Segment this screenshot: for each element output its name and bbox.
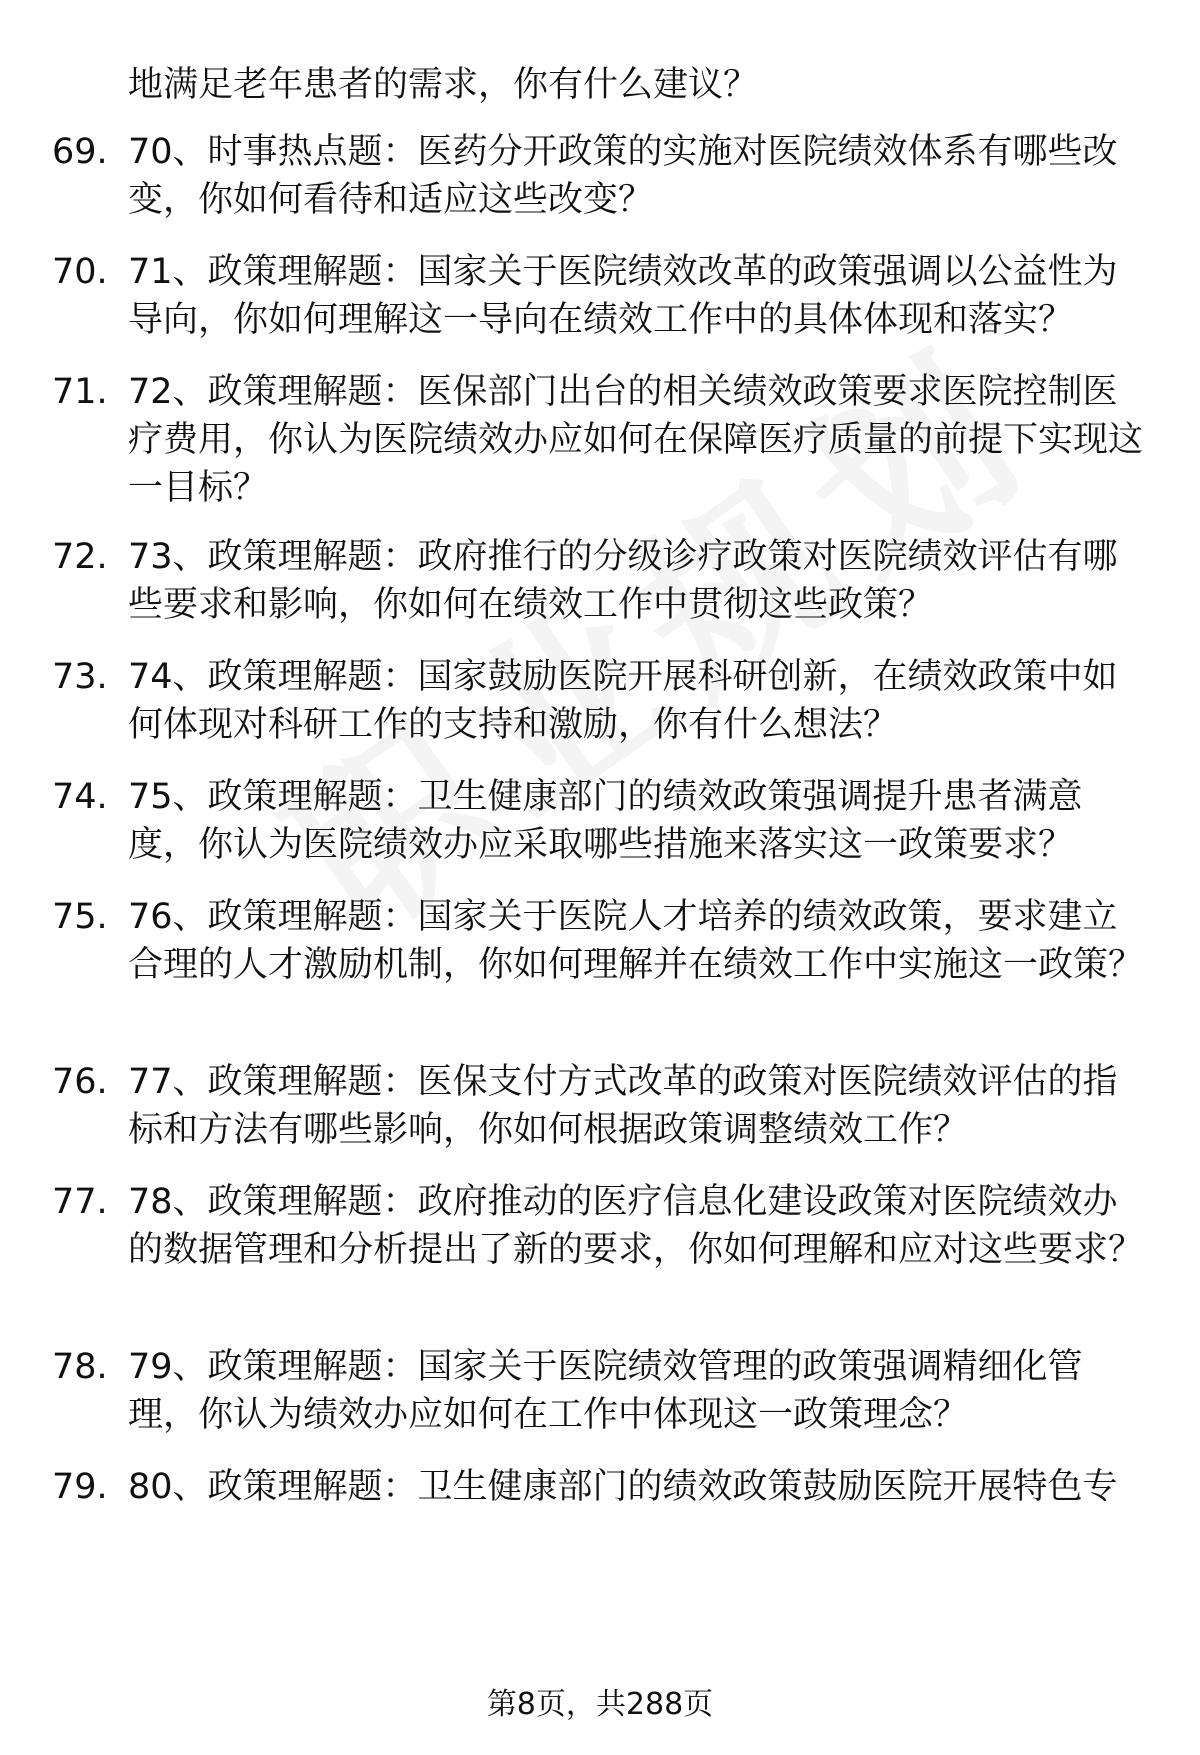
list-item <box>0 1178 1200 1274</box>
list-item <box>0 533 1200 629</box>
list-item-number: 75. <box>52 897 108 937</box>
continuation-line: 地满足老年患者的需求，你有什么建议？ <box>128 65 759 105</box>
list-item-number: 79. <box>52 1467 108 1507</box>
list-item-text: 79、政策理解题：国家关于医院绩效管理的政策强调精细化管理，你认为绩效办应如何在工作中体现这一政策理念？ <box>128 1347 1083 1435</box>
list-item-number: 71. <box>52 372 108 412</box>
list-item-number: 76. <box>52 1062 108 1102</box>
list-item-text: 70、时事热点题：医药分开政策的实施对医院绩效体系有哪些改变，你如何看待和适应这些改变？ <box>128 132 1118 220</box>
list-item <box>0 1463 1200 1511</box>
list-item <box>0 248 1200 344</box>
list-item <box>0 653 1200 749</box>
list-item-text: 71、政策理解题：国家关于医院绩效改革的政策强调以公益性为导向，你如何理解这一导向在绩效工作中的具体体现和落实？ <box>128 252 1118 340</box>
list-item <box>0 773 1200 869</box>
list-item <box>0 1058 1200 1154</box>
list-item-text: 78、政策理解题：政府推动的医疗信息化建设政策对医院绩效办的数据管理和分析提出了新的要求，你如何理解和应对这些要求？ <box>128 1182 1144 1270</box>
list-item-text: 74、政策理解题：国家鼓励医院开展科研创新，在绩效政策中如何体现对科研工作的支持和激励，你有什么想法？ <box>128 657 1118 745</box>
list-item <box>0 368 1200 512</box>
list-item-number: 70. <box>52 252 108 292</box>
list-item <box>0 128 1200 224</box>
page-footer: 第8页，共288页 <box>486 1687 714 1722</box>
list-item-text: 76、政策理解题：国家关于医院人才培养的绩效政策，要求建立合理的人才激励机制，你如何理解并在绩效工作中实施这一政策？ <box>128 897 1144 985</box>
list-item-number: 74. <box>52 777 108 817</box>
list-item-text: 80、政策理解题：卫生健康部门的绩效政策鼓励医院开展特色专 <box>128 1467 1118 1507</box>
list-item-number: 73. <box>52 657 108 697</box>
list-item <box>0 893 1200 989</box>
list-item-text: 77、政策理解题：医保支付方式改革的政策对医院绩效评估的指标和方法有哪些影响，你如何根据政策调整绩效工作？ <box>128 1062 1118 1150</box>
list-item <box>0 1343 1200 1439</box>
list-item-number: 77. <box>52 1182 108 1222</box>
list-item-text: 72、政策理解题：医保部门出台的相关绩效政策要求医院控制医疗费用，你认为医院绩效办应如何在保障医疗质量的前提下实现这一目标？ <box>128 372 1144 508</box>
list-item-text: 75、政策理解题：卫生健康部门的绩效政策强调提升患者满意度，你认为医院绩效办应采取哪些措施来落实这一政策要求？ <box>128 777 1083 865</box>
list-item-number: 72. <box>52 537 108 577</box>
list-item-number: 69. <box>52 132 108 172</box>
list-item-number: 78. <box>52 1347 108 1387</box>
list-item-text: 73、政策理解题：政府推行的分级诊疗政策对医院绩效评估有哪些要求和影响，你如何在绩效工作中贯彻这些政策？ <box>128 537 1118 625</box>
